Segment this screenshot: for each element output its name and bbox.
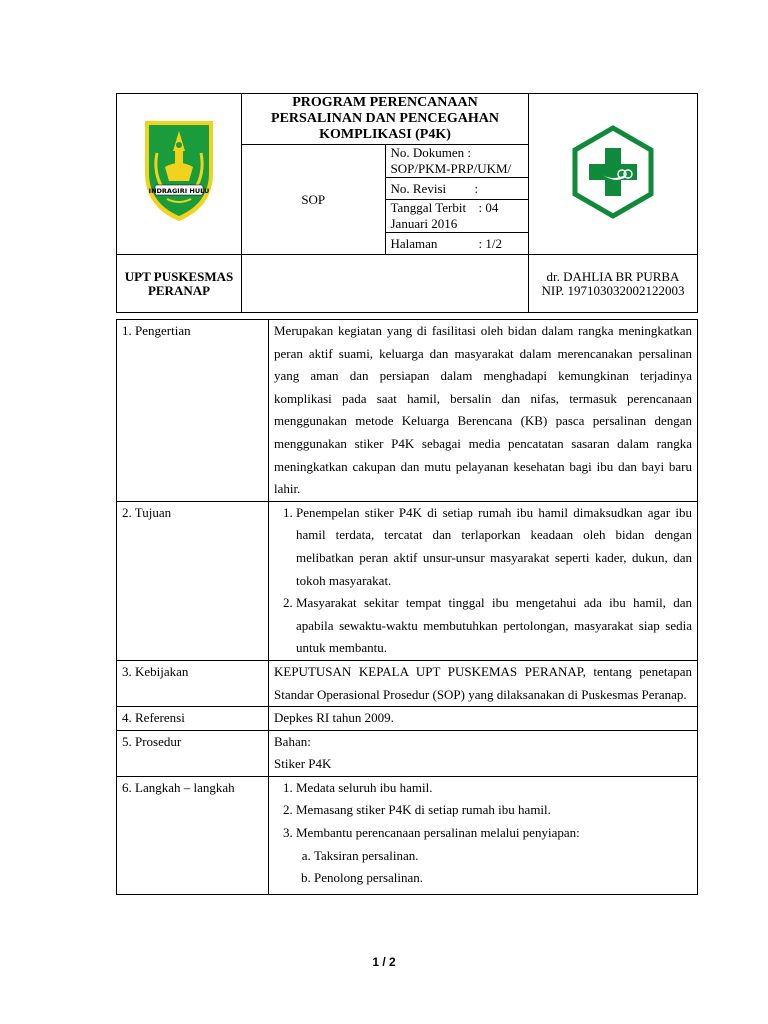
section-label: 1. Pengertian — [117, 320, 269, 502]
section-text: KEPUTUSAN KEPALA UPT PUSKEMAS PERANAP, tentang penetapan Standar Operasional Prosedur (SOP) yang dilaksanakan di Puskesmas Peranap. — [269, 660, 698, 706]
row-tujuan — [117, 501, 698, 660]
section-text: Merupakan kegiatan yang di fasilitasi oleh bidan dalam rangka meningkatkan peran aktif suami, keluarga dan masyarakat dalam merencanakan persalinan yang aman dan persiapan dalam menghadapi kemungkinan terjadinya komplikasi pada saat hamil, bersalin dan nifas, termasuk perencanaan menggunakan metode Keluarga Berencana (KB) pasca persalinan dengan menggunakan stiker P4K sebagai media pencatatan sasaran dalam rangka meningkatkan cakupan dan mutu pelayanan kesehatan bagi ibu dan bayi baru lahir. — [269, 320, 698, 502]
section-label: 2. Tujuan — [117, 501, 269, 660]
svg-text:INDRAGIRI HULU: INDRAGIRI HULU — [148, 187, 210, 195]
indragiri-hulu-logo-icon — [117, 103, 241, 241]
signer-block — [529, 255, 698, 313]
sub-list-item: b. Penolong persalinan. — [314, 867, 692, 890]
puskesmas-logo-cell — [529, 94, 698, 255]
list-item: 2. Memasang stiker P4K di setiap rumah ibu hamil. — [296, 799, 692, 822]
list-item: 1. Penempelan stiker P4K di setiap rumah ibu hamil dimaksudkan agar ibu hamil terdata, tercatat dan terlaporkan keadaan oleh bidan dengan melibatkan peran aktif unsur-unsur masyarakat seperti kader, dukun, dan tokoh masyarakat. — [296, 502, 692, 592]
sub-list-item: a. Taksiran persalinan. — [314, 845, 692, 868]
row-prosedur — [117, 730, 698, 776]
list-item: 3. Membantu perencanaan persalinan melalui penyiapan: a. Taksiran persalinan. b. Penolong persalinan. — [296, 822, 692, 890]
section-content — [269, 776, 698, 894]
revision-number: No. Revisi : — [385, 178, 529, 200]
row-pengertian — [117, 320, 698, 502]
sop-header-table — [116, 93, 698, 313]
row-referensi — [117, 707, 698, 731]
document-title: PROGRAM PERENCANAAN PERSALINAN DAN PENCEGAHAN KOMPLIKASI (P4K) — [242, 94, 529, 145]
header-empty-cell — [242, 255, 529, 313]
section-label: 3. Kebijakan — [117, 660, 269, 706]
list-item: 1. Medata seluruh ibu hamil. — [296, 777, 692, 800]
section-label: 6. Langkah – langkah — [117, 776, 269, 894]
list-item: 2. Masyarakat sekitar tempat tinggal ibu mengetahui ada ibu hamil, dan apabila sewaktu-waktu membutuhkan pertolongan, masyarakat siap sedia untuk membantu. — [296, 592, 692, 660]
section-label: 5. Prosedur — [117, 730, 269, 776]
section-content — [269, 501, 698, 660]
organization-name: UPT PUSKESMAS PERANAP — [117, 255, 242, 313]
row-langkah — [117, 776, 698, 894]
signer-nip: NIP. 197103032002122003 — [541, 282, 685, 298]
section-text: Depkes RI tahun 2009. — [269, 707, 698, 731]
sop-content-table — [116, 319, 698, 895]
page-count: Halaman : 1/2 — [385, 233, 529, 255]
puskesmas-logo-icon — [565, 124, 661, 220]
section-label: 4. Referensi — [117, 707, 269, 731]
signer-name: dr. DAHLIA BR PURBA — [546, 268, 680, 284]
issue-date: Tanggal Terbit : 04 Januari 2016 — [385, 200, 529, 233]
sop-label: SOP — [242, 145, 386, 255]
row-kebijakan — [117, 660, 698, 706]
regency-logo-cell — [117, 94, 242, 255]
section-content: Bahan: Stiker P4K — [269, 730, 698, 776]
document-number: No. Dokumen : SOP/PKM-PRP/UKM/ — [385, 145, 529, 178]
page-number: 1 / 2 — [372, 955, 396, 969]
